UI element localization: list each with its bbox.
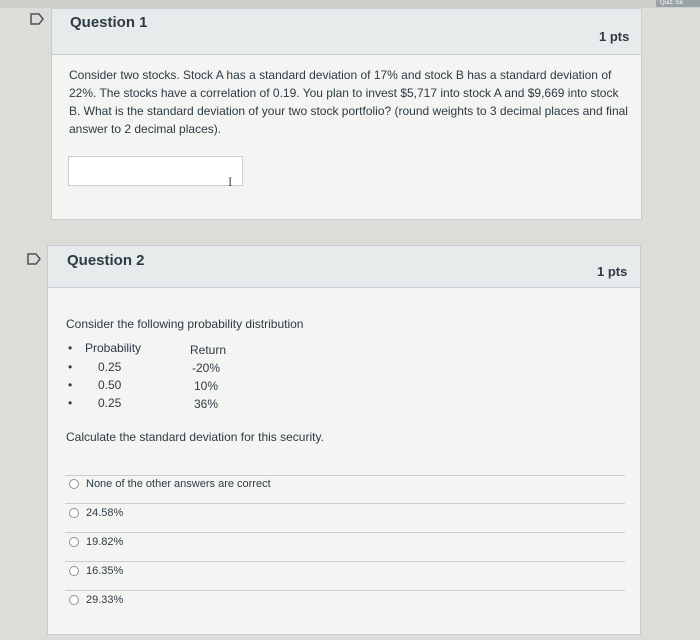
bullet: •: [68, 396, 73, 410]
divider: [65, 532, 625, 533]
question-2-intro: Consider the following probability distribution: [66, 317, 304, 331]
distribution-return: 10%: [194, 379, 219, 393]
distribution-probability: 0.25: [98, 360, 122, 374]
radio-button[interactable]: [69, 479, 79, 489]
distribution-return: 36%: [194, 397, 219, 411]
quiz-tab[interactable]: Quiz: Se: [656, 0, 700, 7]
bullet: •: [68, 360, 73, 374]
flag-question-icon[interactable]: [30, 13, 44, 25]
divider: [65, 503, 625, 504]
radio-button[interactable]: [69, 595, 79, 605]
flag-question-icon[interactable]: [27, 253, 41, 265]
distribution-header-return: Return: [190, 343, 227, 357]
question-1-title: Question 1: [70, 14, 148, 31]
question-2-points: 1 pts: [597, 264, 628, 279]
question-2-card: Question 2 1 pts Consider the following probability distribution • Probability Return • 0.25 -20% • 0.50 10% • 0.25 36% Calculate the standard deviation for this security. None of the other answers are correct 24.58% 19.82% 16.35% 29.33%: [47, 245, 641, 635]
question-1-card: [51, 8, 642, 220]
divider: [65, 475, 625, 476]
question-1-text: Consider two stocks. Stock A has a standard deviation of 17% and stock B has a standard deviation of 22%. The stocks have a correlation of 0.19. You plan to invest $5,717 into stock A and $9,669 into stock B. What is the standard deviation of your two stock portfolio? (round weights to 3 decimal places and final answer to 2 decimal places).: [69, 68, 628, 136]
distribution-probability: 0.25: [98, 396, 122, 410]
distribution-probability: 0.50: [98, 378, 122, 392]
question-1-answer-input[interactable]: [68, 156, 243, 186]
top-strip: [0, 0, 700, 8]
bullet: •: [68, 341, 73, 355]
radio-button[interactable]: [69, 508, 79, 518]
divider: [65, 561, 625, 562]
question-2-prompt: Calculate the standard deviation for this security.: [66, 430, 324, 444]
distribution-header-probability: Probability: [85, 341, 142, 355]
question-1-points: 1 pts: [599, 29, 630, 44]
radio-button[interactable]: [69, 537, 79, 547]
bullet: •: [68, 378, 73, 392]
text-cursor-icon: I: [228, 174, 233, 189]
distribution-return: -20%: [192, 361, 221, 375]
divider: [65, 590, 625, 591]
probability-distribution: [68, 341, 368, 421]
question-2-title: Question 2: [67, 252, 145, 269]
radio-button[interactable]: [69, 566, 79, 576]
